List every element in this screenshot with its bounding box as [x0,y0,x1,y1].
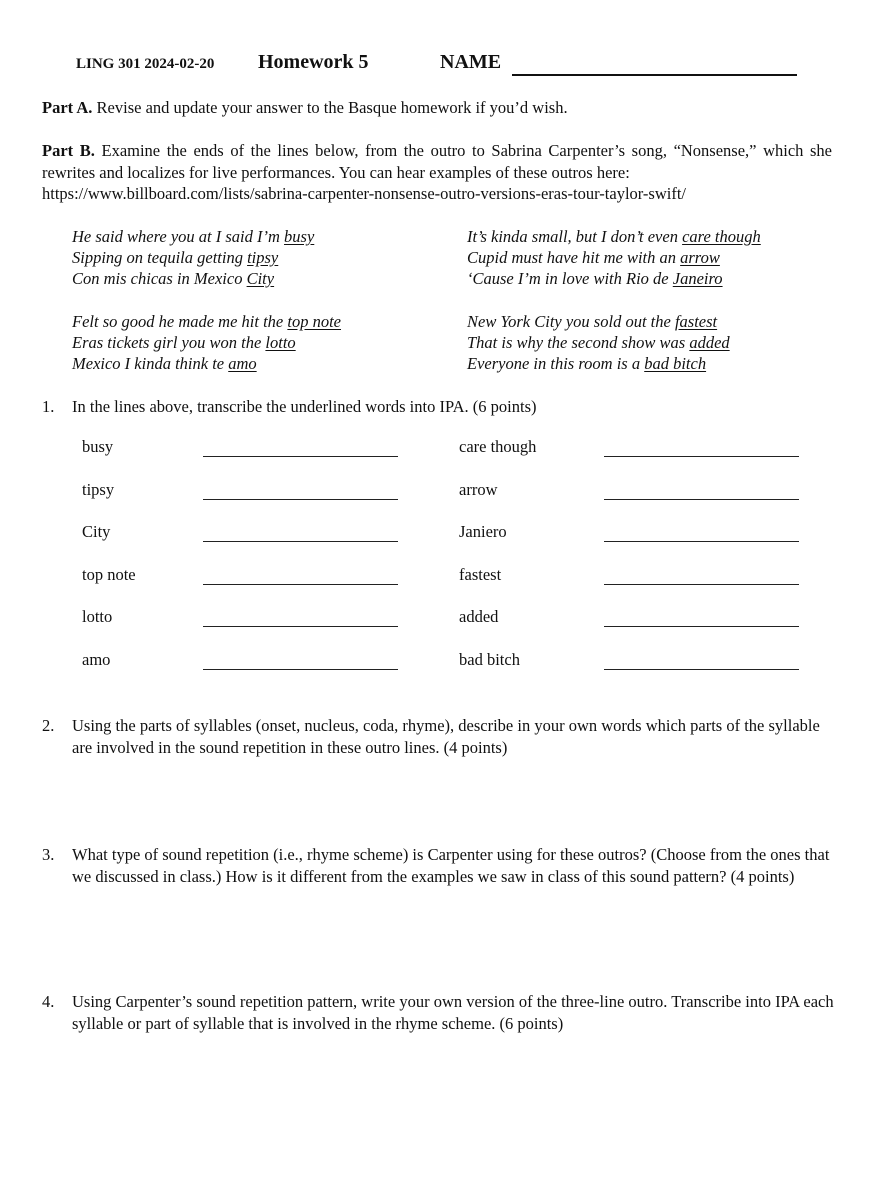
question-number: 2. [42,716,55,735]
transcription-word: busy [82,437,114,456]
lyrics-right-bottom [467,311,730,374]
transcription-word: top note [82,565,136,584]
lyric-line [467,332,730,353]
lyric-line [467,226,761,247]
lyric-text: Eras tickets girl you won the [72,333,266,352]
question-number: 3. [42,845,55,864]
lyric-line [72,226,314,247]
lyrics-right-top [467,226,761,289]
underlined-word: busy [284,227,315,246]
lyric-line [72,353,341,374]
part-a-text: Revise and update your answer to the Basque homework if you’d wish. [96,98,568,117]
lyric-text: It’s kinda small, but I don’t even [467,227,683,246]
lyric-text: Felt so good he made me hit the [72,312,288,331]
underlined-word: City [246,269,275,288]
answer-blank[interactable] [203,541,398,542]
lyric-line [467,353,730,374]
part-b-label: Part B. [42,141,95,160]
transcription-word: fastest [459,565,502,584]
lyric-line [467,247,761,268]
lyric-line [72,268,314,289]
name-label: NAME [440,51,502,73]
underlined-word: care though [682,227,761,246]
lyric-line [72,247,314,268]
part-b-url[interactable]: https://www.billboard.com/lists/sabrina-carpenter-nonsense-outro-versions-eras-tour-taylor-swift/ [42,184,687,203]
answer-blank[interactable] [203,626,398,627]
homework-title: Homework 5 [258,51,369,73]
transcription-word: bad bitch [459,650,520,669]
question-text: What type of sound repetition (i.e., rhyme scheme) is Carpenter using for these outros? (Choose from the ones that we discussed in class.) How is it different from the examples we saw in class of this sound pattern? (4 points) [72,845,830,886]
lyrics-left-top [72,226,314,289]
transcription-word: City [82,522,111,541]
answer-blank[interactable] [604,456,799,457]
answer-blank[interactable] [604,499,799,500]
transcription-word: added [459,607,499,626]
answer-blank[interactable] [203,499,398,500]
lyric-text: He said where you at I said I’m [72,227,285,246]
transcription-word: arrow [459,480,498,499]
part-b-text: Examine the ends of the lines below, from the outro to Sabrina Carpenter’s song, “Nonsense,” which she rewrites and localizes for live performances. You can hear examples of these outros here: [42,141,833,182]
transcription-word: lotto [82,607,113,626]
lyric-line [467,311,730,332]
underlined-word: top note [287,312,341,331]
answer-blank[interactable] [203,669,398,670]
underlined-word: added [689,333,730,352]
lyrics-left-bottom [72,311,341,374]
lyric-line [72,311,341,332]
answer-blank[interactable] [203,584,398,585]
underlined-word: arrow [680,248,720,267]
lyric-text: Sipping on tequila getting [72,248,248,267]
underlined-word: bad bitch [644,354,707,373]
lyric-text: Mexico I kinda think te [72,354,229,373]
lyric-text: New York City you sold out the [467,312,675,331]
answer-blank[interactable] [604,584,799,585]
part-a [42,97,832,119]
lyric-text: Con mis chicas in Mexico [72,269,247,288]
name-field-line[interactable] [512,74,797,76]
question-number: 4. [42,992,55,1011]
underlined-word: amo [228,354,257,373]
lyric-line [467,268,761,289]
lyric-text: Everyone in this room is a [467,354,645,373]
part-b [42,140,832,205]
question-number: 1. [42,397,55,416]
question-text: Using Carpenter’s sound repetition pattern, write your own version of the three-line outro. Transcribe into IPA each syllable or part of syllable that is involved in the rhyme scheme. (6 points) [72,992,834,1033]
question-text: In the lines above, transcribe the underlined words into IPA. (6 points) [72,397,537,416]
question-text: Using the parts of syllables (onset, nucleus, coda, rhyme), describe in your own words which parts of the syllable are involved in the sound repetition in these outro lines. (4 points) [72,716,820,757]
answer-blank[interactable] [203,456,398,457]
transcription-word: tipsy [82,480,115,499]
lyric-text: Cupid must have hit me with an [467,248,681,267]
underlined-word: tipsy [247,248,279,267]
transcription-word: Janiero [459,522,507,541]
underlined-word: lotto [265,333,296,352]
answer-blank[interactable] [604,541,799,542]
lyric-text: ‘Cause I’m in love with Rio de [467,269,673,288]
answer-blank[interactable] [604,669,799,670]
transcription-word: amo [82,650,111,669]
part-a-label: Part A. [42,98,93,117]
lyric-text: That is why the second show was [467,333,690,352]
course-code: LING 301 2024-02-20 [76,56,215,72]
answer-blank[interactable] [604,626,799,627]
underlined-word: fastest [674,312,718,331]
transcription-word: care though [459,437,537,456]
lyric-line [72,332,341,353]
underlined-word: Janeiro [672,269,723,288]
